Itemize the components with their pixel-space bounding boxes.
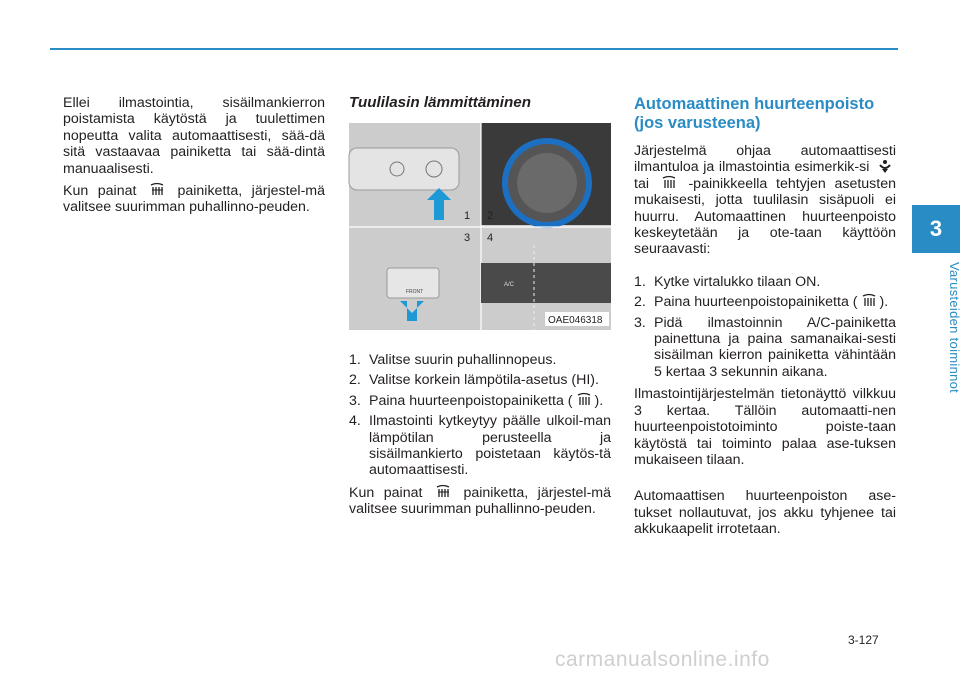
section-heading: Automaattinen huurteenpoisto (jos varusteena) bbox=[634, 95, 875, 132]
text: painiketta, järjestel-mä valitsee suurimman puhallinno-peuden. bbox=[63, 183, 325, 216]
chapter-title: Varusteiden toiminnot bbox=[947, 262, 962, 394]
instruction-list bbox=[634, 274, 896, 380]
column-2 bbox=[349, 95, 611, 121]
defrost-icon bbox=[575, 393, 593, 407]
air-direction-icon bbox=[876, 159, 894, 173]
column-3 bbox=[634, 95, 896, 544]
figure-label-4: 4 bbox=[487, 232, 494, 244]
max-fan-defrost-icon bbox=[434, 485, 452, 499]
max-fan-defrost-icon bbox=[148, 183, 166, 197]
chapter-number: 3 bbox=[929, 216, 943, 241]
list-item: 1. Kytke virtalukko tilaan ON. bbox=[634, 273, 821, 290]
climate-control-figure bbox=[349, 123, 611, 330]
page-number: 3-127 bbox=[848, 633, 879, 647]
list-item: 4. Ilmastointi kytkeytyy päälle ulkoil-man lämpötilan perusteella ja sisäilmankierto poistetaan käytös-tä automaattisesti. bbox=[349, 413, 611, 479]
defrost-icon bbox=[660, 176, 678, 190]
paragraph: Ellei ilmastointia, sisäilmankierron poistamista käytöstä ja tuulettimen nopeutta valita automaattisesti, sää-dä sitä vastaavaa painiketta tai sää-dintä manuaalisesti. bbox=[63, 95, 325, 177]
defrost-icon bbox=[860, 294, 878, 308]
figure-label-1: 1 bbox=[464, 210, 471, 222]
paragraph: Kun painat painiketta, järjestel-mä valitsee suurimman puhallinno-peuden. bbox=[349, 484, 611, 518]
list-item: 1. Valitse suurin puhallinnopeus. bbox=[349, 352, 557, 368]
section-heading: Tuulilasin lämmittäminen bbox=[349, 94, 532, 111]
list-item: 2. Valitse korkein lämpötila-asetus (HI). bbox=[349, 372, 599, 389]
paragraph: Ilmastointijärjestelmän tietonäyttö vilkkuu 3 kertaa. Tällöin automaatti-nen huurteenpoistotoiminto poiste-taan käytöstä tai toiminto palaa ase-tuksen mukaiseen tilaan. bbox=[634, 386, 896, 468]
text: Kun painat bbox=[63, 183, 137, 200]
paragraph bbox=[63, 183, 325, 216]
front-button-label: FRONT bbox=[406, 289, 424, 295]
figure-label-2: 2 bbox=[487, 210, 494, 222]
figure-code: OAE046318 bbox=[548, 315, 603, 326]
chapter-tab bbox=[912, 205, 960, 253]
figure-label-3: 3 bbox=[464, 232, 471, 244]
ac-button-label: A/C bbox=[504, 282, 515, 288]
instruction-list bbox=[349, 352, 611, 479]
paragraph: Järjestelmä ohjaa automaattisesti ilmantuloa ja ilmastointia esimerkik-si tai -painikkeella tehtyjen asetusten mukaisesti, jotta tuulilasin sisäpuoli ei huurru. Automaattinen huurteenpoisto keskeytetään ja ote-taan käyttöön seuraavasti: bbox=[634, 143, 896, 258]
column-1 bbox=[63, 95, 325, 222]
top-rule bbox=[50, 48, 898, 50]
column-2-text bbox=[349, 352, 611, 524]
list-item: 2. Paina huurteenpoistopainiketta ( ). bbox=[634, 294, 889, 311]
list-item: 3. Paina huurteenpoistopainiketta ( ). bbox=[349, 392, 604, 409]
control-panel-illustration bbox=[349, 123, 611, 330]
watermark: carmanualsonline.info bbox=[555, 648, 770, 671]
list-item: 3. Pidä ilmastoinnin A/C-painiketta painettuna ja paina samanaikai-sesti sisäilman kierron painiketta vähintään 5 kertaa 3 sekunnin aikana. bbox=[634, 314, 896, 380]
paragraph: Automaattisen huurteenpoiston ase-tukset nollautuvat, jos akku tyhjenee tai akkukaapelit irrotetaan. bbox=[634, 488, 896, 538]
